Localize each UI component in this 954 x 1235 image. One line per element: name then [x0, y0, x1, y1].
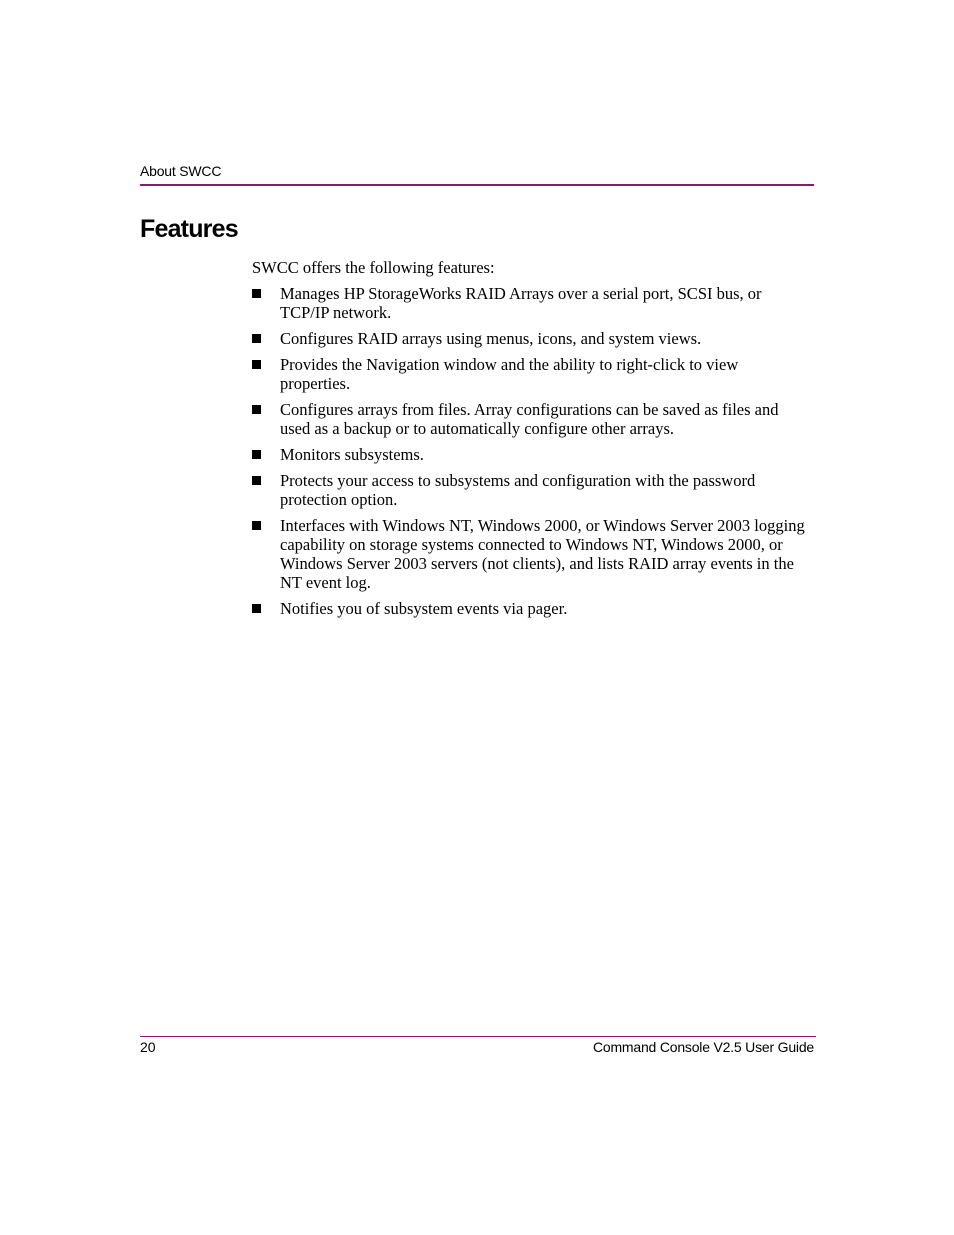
square-bullet-icon: [252, 476, 261, 485]
list-item-text: Protects your access to subsystems and configuration with the password protection option.: [280, 471, 756, 509]
list-item: [252, 329, 812, 348]
square-bullet-icon: [252, 289, 261, 298]
section-body: [252, 258, 812, 625]
list-item: [252, 284, 812, 322]
list-item-text: Notifies you of subsystem events via pager.: [280, 599, 568, 618]
list-item-text: Monitors subsystems.: [280, 445, 424, 464]
section-title: Features: [140, 215, 238, 243]
list-item: [252, 516, 812, 592]
square-bullet-icon: [252, 450, 261, 459]
list-item: [252, 599, 812, 618]
square-bullet-icon: [252, 360, 261, 369]
intro-paragraph: SWCC offers the following features:: [252, 258, 495, 277]
square-bullet-icon: [252, 521, 261, 530]
square-bullet-icon: [252, 604, 261, 613]
list-item-text: Manages HP StorageWorks RAID Arrays over a serial port, SCSI bus, or TCP/IP network.: [280, 284, 762, 322]
feature-list: [252, 284, 812, 618]
square-bullet-icon: [252, 334, 261, 343]
list-item: [252, 471, 812, 509]
list-item: [252, 355, 812, 393]
list-item-text: Provides the Navigation window and the ability to right-click to view properties.: [280, 355, 739, 393]
square-bullet-icon: [252, 405, 261, 414]
header-rule: [140, 184, 814, 186]
list-item-text: Configures RAID arrays using menus, icons, and system views.: [280, 329, 702, 348]
list-item-text: Configures arrays from files. Array configurations can be saved as files and used as a backup or to automatically configure other arrays.: [280, 400, 779, 438]
page-number: 20: [140, 1039, 156, 1055]
footer-document-title: Command Console V2.5 User Guide: [592, 1039, 814, 1055]
list-item-text: Interfaces with Windows NT, Windows 2000, or Windows Server 2003 logging capability on storage systems connected to Windows NT, Windows 2000, or Windows Server 2003 servers (not clients), and lists RAID array events in the NT event log.: [280, 516, 805, 592]
footer-rule: [140, 1036, 816, 1037]
running-header: About SWCC: [140, 163, 222, 179]
list-item: [252, 400, 812, 438]
list-item: [252, 445, 812, 464]
